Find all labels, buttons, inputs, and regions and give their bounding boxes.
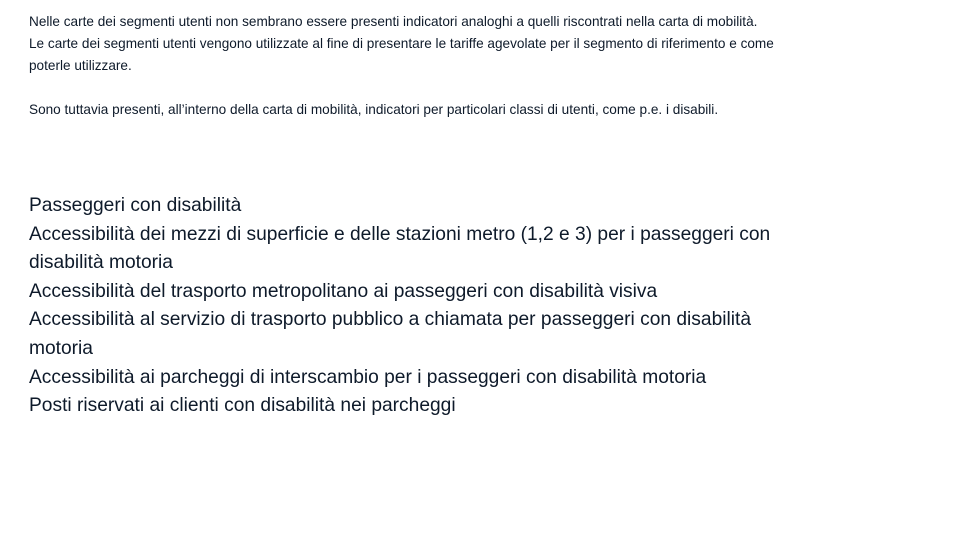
list-item: Posti riservati ai clienti con disabilità nei parcheggi [29,395,456,417]
list-item: Accessibilità ai parcheggi di interscambio per i passeggeri con disabilità motoria [29,366,707,388]
intro-paragraph-mobility-card: Nelle carte dei segmenti utenti non sembrano essere presenti indicatori analoghi a quelli riscontrati nella carta di mobilità. [29,14,758,29]
list-item: Accessibilità dei mezzi di superficie e delle stazioni metro (1,2 e 3) per i passeggeri con disabilità motoria [29,223,771,274]
section-title: Passeggeri con disabilità [29,195,242,216]
intro-text-block [29,11,819,121]
list-item: Accessibilità del trasporto metropolitano ai passeggeri con disabilità visiva [29,280,658,302]
intro-paragraph-user-segment-cards: Le carte dei segmenti utenti vengono utilizzate al fine di presentare le tariffe agevolate per il segmento di riferimento e come poterle utilizzare. [29,36,774,73]
list-item: Accessibilità al servizio di trasporto pubblico a chiamata per passeggeri con disabilità motoria [29,309,752,359]
disability-indicators-list [29,192,789,421]
paragraph-spacer [29,77,819,99]
intro-paragraph-disability-indicators: Sono tuttavia presenti, all’interno della carta di mobilità, indicatori per particolari classi di utenti, come p.e. i disabili. [29,102,719,117]
